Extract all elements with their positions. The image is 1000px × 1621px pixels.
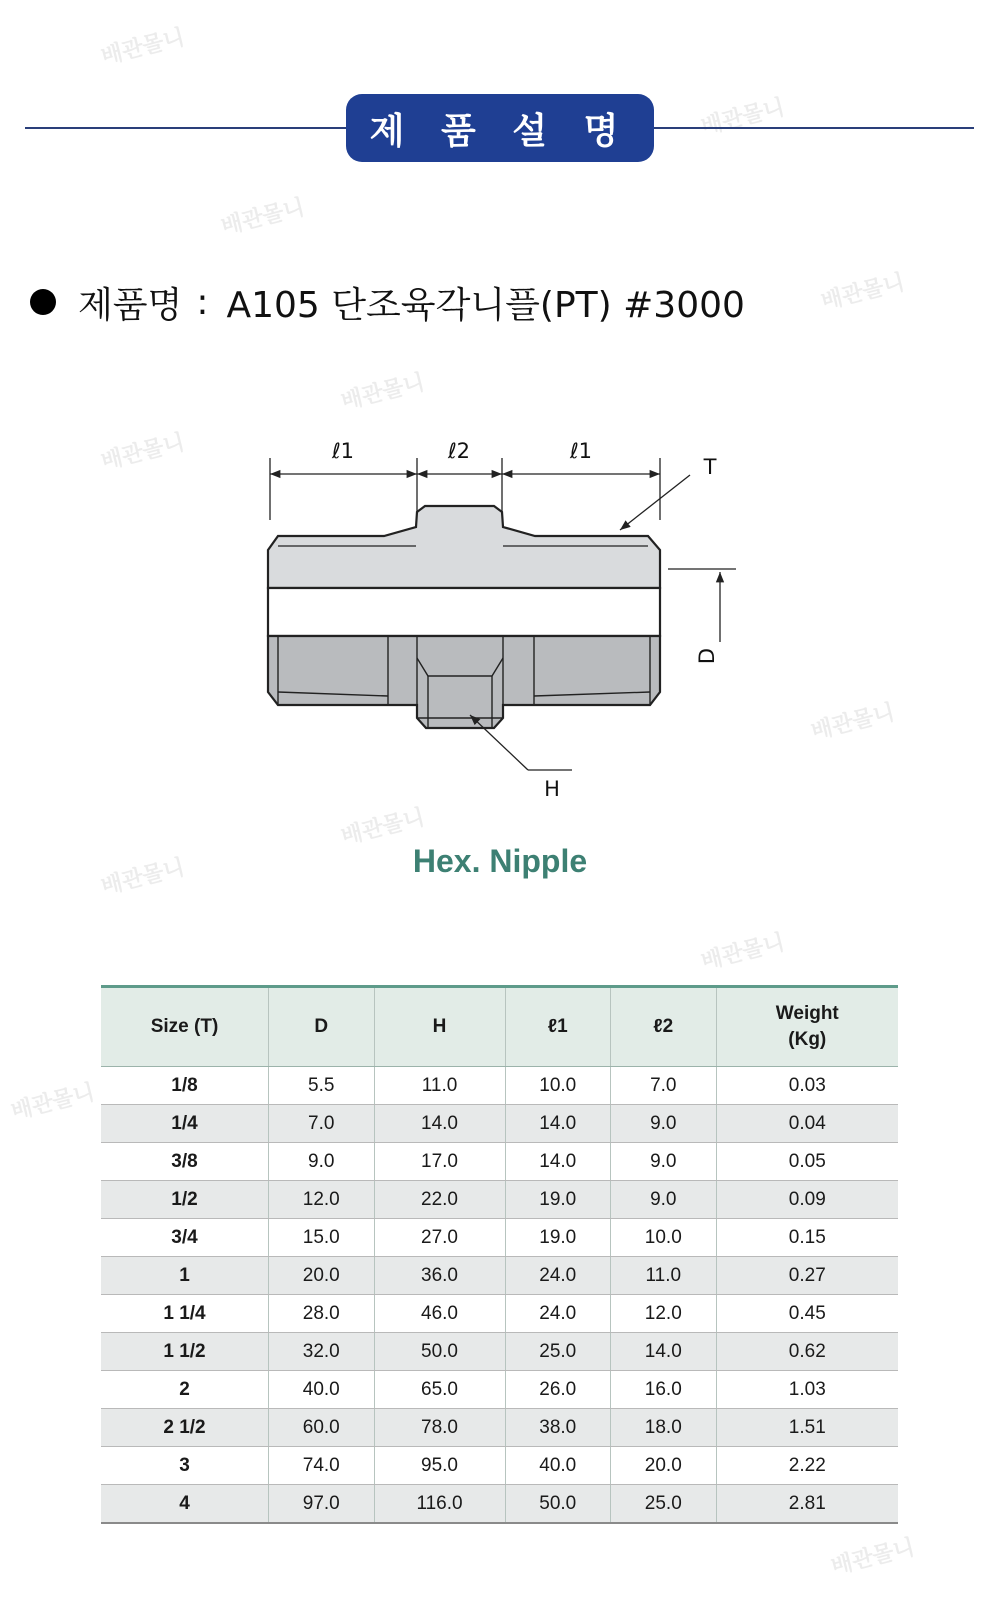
cell-h: 50.0: [374, 1333, 505, 1371]
cell-h: 65.0: [374, 1371, 505, 1409]
table-row: [101, 1143, 898, 1181]
cell-d: 5.5: [269, 1067, 375, 1105]
cell-l1: 19.0: [505, 1219, 611, 1257]
col-header-l1: ℓ1: [505, 987, 611, 1067]
cell-l2: 20.0: [611, 1447, 717, 1485]
table-row: [101, 1181, 898, 1219]
cell-l2: 14.0: [611, 1333, 717, 1371]
cell-l1: 14.0: [505, 1105, 611, 1143]
cell-l1: 40.0: [505, 1447, 611, 1485]
cell-size: 2 1/2: [101, 1409, 269, 1447]
cell-h: 17.0: [374, 1143, 505, 1181]
cell-l1: 50.0: [505, 1485, 611, 1524]
watermark: 배관몰니: [338, 805, 428, 850]
nipple-upper-body: [268, 506, 660, 588]
cell-weight: 2.22: [716, 1447, 898, 1485]
header-rule-left: [25, 127, 347, 129]
cell-size: 1/8: [101, 1067, 269, 1105]
cell-weight: 0.09: [716, 1181, 898, 1219]
cell-l2: 11.0: [611, 1257, 717, 1295]
table-row: [101, 1257, 898, 1295]
cell-weight: 0.45: [716, 1295, 898, 1333]
cell-l2: 7.0: [611, 1067, 717, 1105]
nipple-lower-body: [268, 636, 660, 728]
cell-h: 14.0: [374, 1105, 505, 1143]
label-t: T: [703, 455, 717, 479]
cell-weight: 0.03: [716, 1067, 898, 1105]
cell-d: 40.0: [269, 1371, 375, 1409]
cell-weight: 1.51: [716, 1409, 898, 1447]
watermark: 배관몰니: [698, 930, 788, 975]
cell-h: 36.0: [374, 1257, 505, 1295]
section-title: 제 품 설 명: [346, 94, 654, 162]
cell-h: 95.0: [374, 1447, 505, 1485]
dim-l1-right: ℓ1: [569, 439, 593, 463]
cell-weight: 1.03: [716, 1371, 898, 1409]
watermark: 배관몰니: [828, 1535, 918, 1580]
cell-size: 1 1/2: [101, 1333, 269, 1371]
cell-size: 4: [101, 1485, 269, 1524]
cell-d: 97.0: [269, 1485, 375, 1524]
cell-h: 22.0: [374, 1181, 505, 1219]
cell-weight: 0.05: [716, 1143, 898, 1181]
label-h: H: [544, 777, 560, 801]
cell-l2: 9.0: [611, 1181, 717, 1219]
cell-d: 12.0: [269, 1181, 375, 1219]
table-row: [101, 1485, 898, 1524]
table-row: [101, 1333, 898, 1371]
cell-l2: 9.0: [611, 1143, 717, 1181]
bullet-icon: [30, 289, 56, 315]
product-label: 제품명: [78, 284, 183, 326]
cell-l2: 10.0: [611, 1219, 717, 1257]
table-row: [101, 1409, 898, 1447]
dim-l1-left: ℓ1: [331, 439, 355, 463]
table-row: [101, 1371, 898, 1409]
watermark: 배관몰니: [8, 1080, 98, 1125]
cell-h: 11.0: [374, 1067, 505, 1105]
cell-size: 1/4: [101, 1105, 269, 1143]
cell-l2: 25.0: [611, 1485, 717, 1524]
table-row: [101, 1295, 898, 1333]
label-d: D: [695, 647, 719, 665]
col-header-weight-line1: Weight: [775, 1003, 839, 1025]
watermark: 배관몰니: [218, 195, 308, 240]
cell-size: 1: [101, 1257, 269, 1295]
cell-l1: 25.0: [505, 1333, 611, 1371]
cell-d: 20.0: [269, 1257, 375, 1295]
cell-d: 60.0: [269, 1409, 375, 1447]
product-separator: :: [196, 281, 209, 323]
cell-size: 3: [101, 1447, 269, 1485]
cell-l2: 16.0: [611, 1371, 717, 1409]
watermark: 배관몰니: [698, 95, 788, 140]
cell-d: 9.0: [269, 1143, 375, 1181]
col-header-h: H: [374, 987, 505, 1067]
cell-l1: 24.0: [505, 1295, 611, 1333]
col-header-weight-line2: (Kg): [788, 1029, 827, 1050]
hex-nipple-diagram: [0, 430, 1000, 810]
cell-d: 7.0: [269, 1105, 375, 1143]
table-row: [101, 1447, 898, 1485]
dim-l2: ℓ2: [447, 439, 471, 463]
col-header-size: Size (T): [101, 987, 269, 1067]
watermark: 배관몰니: [98, 25, 188, 70]
product-name-line: [28, 272, 745, 332]
spec-table: [101, 985, 898, 1524]
cell-l1: 14.0: [505, 1143, 611, 1181]
cell-h: 116.0: [374, 1485, 505, 1524]
cell-size: 1/2: [101, 1181, 269, 1219]
cell-d: 74.0: [269, 1447, 375, 1485]
cell-l1: 26.0: [505, 1371, 611, 1409]
cell-d: 15.0: [269, 1219, 375, 1257]
watermark: 배관몰니: [818, 270, 908, 315]
watermark: 배관몰니: [338, 370, 428, 415]
col-header-l2: ℓ2: [611, 987, 717, 1067]
cell-h: 27.0: [374, 1219, 505, 1257]
cell-l2: 9.0: [611, 1105, 717, 1143]
header-rule-right: [652, 127, 974, 129]
table-row: [101, 1105, 898, 1143]
cell-weight: 2.81: [716, 1485, 898, 1524]
table-row: [101, 1219, 898, 1257]
cell-l1: 19.0: [505, 1181, 611, 1219]
cell-d: 28.0: [269, 1295, 375, 1333]
cell-l1: 10.0: [505, 1067, 611, 1105]
cell-h: 46.0: [374, 1295, 505, 1333]
cell-weight: 0.15: [716, 1219, 898, 1257]
cell-size: 2: [101, 1371, 269, 1409]
watermark: 배관몰니: [98, 430, 188, 475]
cell-size: 3/4: [101, 1219, 269, 1257]
product-name: A105 단조육각니플(PT) #3000: [226, 284, 745, 326]
watermark: 배관몰니: [98, 855, 188, 900]
cell-l1: 38.0: [505, 1409, 611, 1447]
cell-size: 3/8: [101, 1143, 269, 1181]
cell-weight: 0.27: [716, 1257, 898, 1295]
col-header-d: D: [269, 987, 375, 1067]
cell-weight: 0.04: [716, 1105, 898, 1143]
cell-d: 32.0: [269, 1333, 375, 1371]
watermark: 배관몰니: [808, 700, 898, 745]
diagram-caption: Hex. Nipple: [412, 843, 588, 879]
cell-weight: 0.62: [716, 1333, 898, 1371]
cell-h: 78.0: [374, 1409, 505, 1447]
table-row: [101, 1067, 898, 1105]
table-header-row: [101, 987, 898, 1067]
col-header-weight: [716, 987, 898, 1067]
cell-size: 1 1/4: [101, 1295, 269, 1333]
cell-l1: 24.0: [505, 1257, 611, 1295]
cell-l2: 12.0: [611, 1295, 717, 1333]
cell-l2: 18.0: [611, 1409, 717, 1447]
